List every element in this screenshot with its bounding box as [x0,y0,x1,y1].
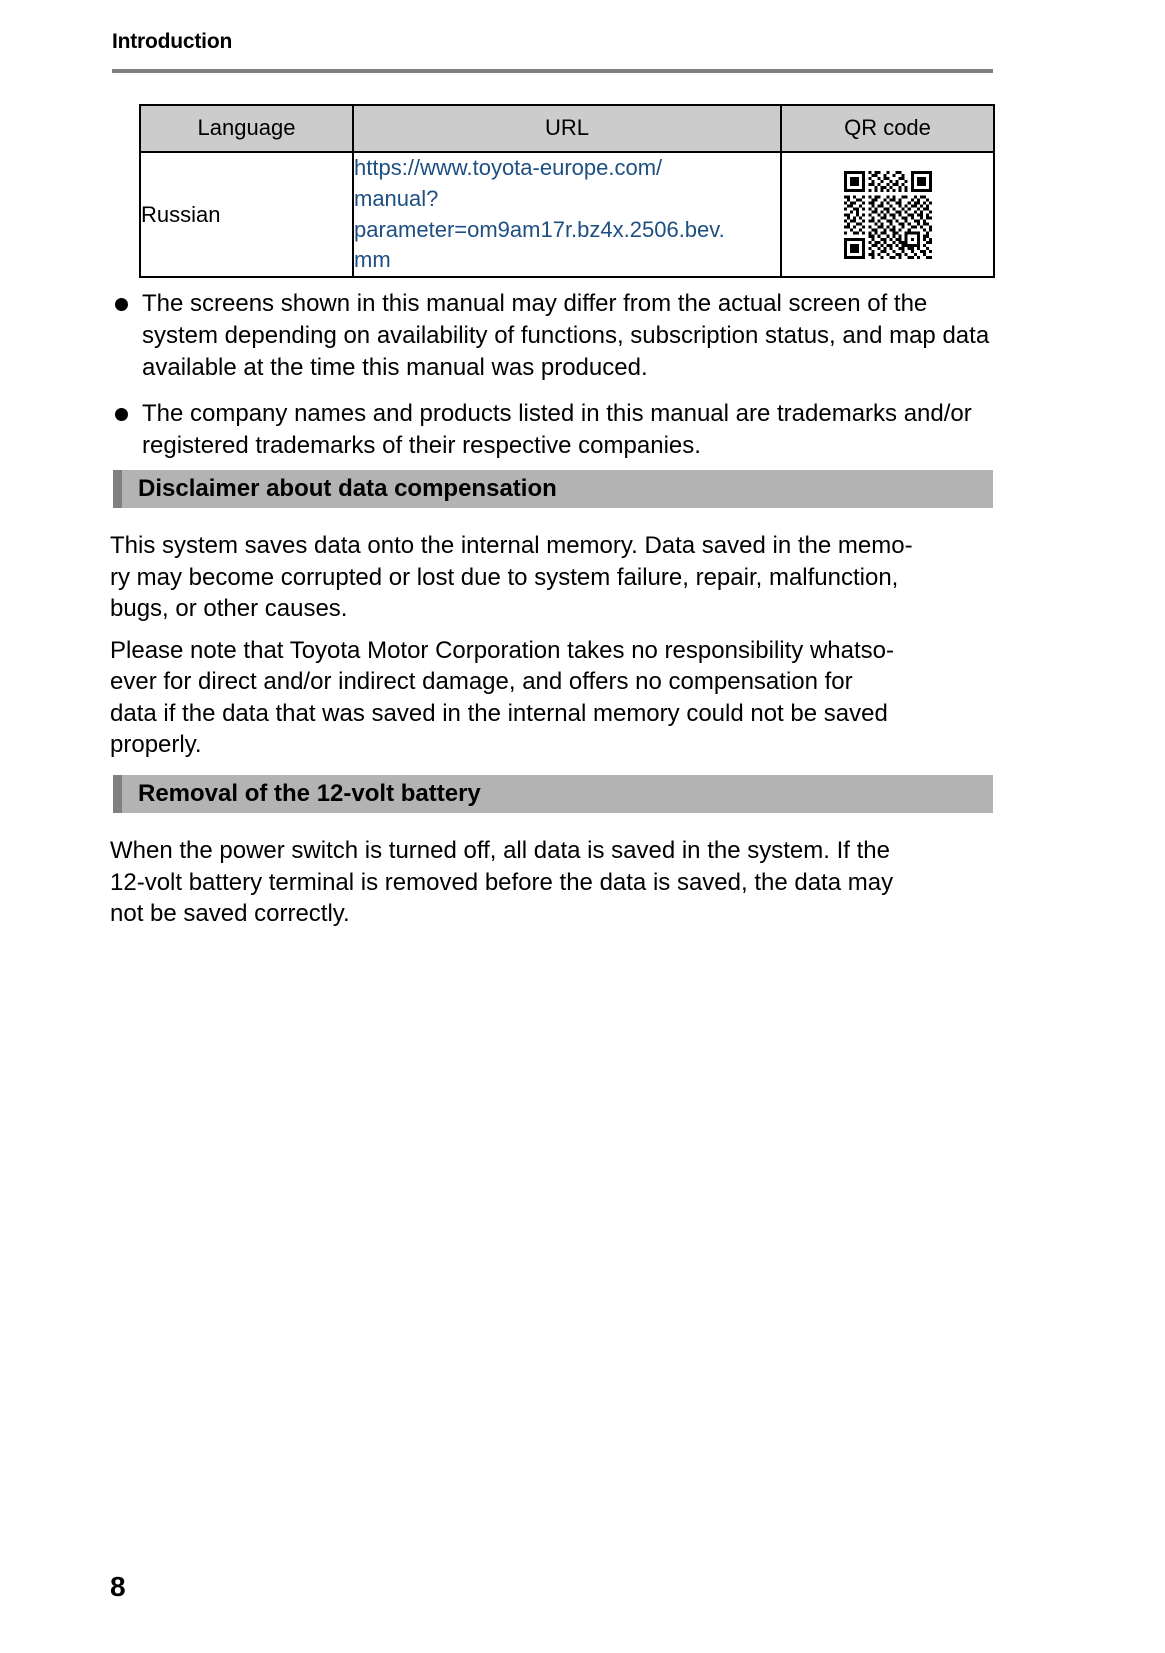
url-line: mm [354,247,391,273]
list-item [112,288,992,384]
section-heading-text: Disclaimer about data compensation [138,475,557,502]
table-header-row [140,105,994,152]
text-line: data if the data that was saved in the internal memory could not be saved [110,699,888,727]
section-body-battery-removal [110,835,994,940]
section-accent-bar [113,470,122,508]
section-heading-disclaimer [113,470,993,508]
text-line: When the power switch is turned off, all data is saved in the system. If the [110,837,890,864]
table-row [140,152,994,277]
column-header-language: Language [140,105,353,152]
list-item-text: The company names and products listed in this manual are trademarks and/or registered trademarks of their respective companies. [142,400,972,459]
column-header-qr-code: QR code [781,105,994,152]
page-title: Introduction [112,30,233,53]
column-header-url: URL [353,105,781,152]
text-line: This system saves data onto the internal memory. Data saved in the memo- [110,532,913,559]
paragraph [110,835,994,930]
bullet-dot-icon [115,298,128,311]
paragraph [110,530,994,625]
manual-url-table [139,104,995,278]
cell-language: Russian [140,152,353,277]
qr-code-icon [838,171,938,259]
cell-qr-code [781,152,994,277]
text-line: Please note that Toyota Motor Corporation takes no responsibility whatso- [110,636,894,664]
text-line: properly. [110,731,202,758]
section-body-disclaimer [110,530,994,771]
text-line: bugs, or other causes. [110,595,348,622]
page-number: 8 [110,1571,126,1602]
section-heading-text: Removal of the 12-volt battery [138,780,481,807]
text-line: ever for direct and/or indirect damage, and offers no compensation for [110,668,853,695]
text-line: 12-volt battery terminal is removed before the data is saved, the data may [110,868,894,896]
notes-bullet-list [112,288,992,476]
url-line: parameter=om9am17r.bz4x.2506.bev. [354,216,725,242]
running-header [112,30,992,53]
list-item-text: The screens shown in this manual may differ from the actual screen of the system depending on availability of functions, subscription status, and map data available at the time this manual was produced. [142,290,990,381]
url-line: manual? [354,185,439,211]
paragraph [110,635,994,761]
text-line: ry may become corrupted or lost due to system failure, repair, malfunction, [110,563,899,591]
text-line: not be saved correctly. [110,900,350,927]
bullet-dot-icon [115,408,128,421]
list-item [112,398,992,462]
section-accent-bar [113,775,122,813]
cell-url[interactable] [353,152,781,277]
section-heading-battery-removal [113,775,993,813]
header-divider [112,69,993,73]
url-line: https://www.toyota-europe.com/ [354,155,663,180]
